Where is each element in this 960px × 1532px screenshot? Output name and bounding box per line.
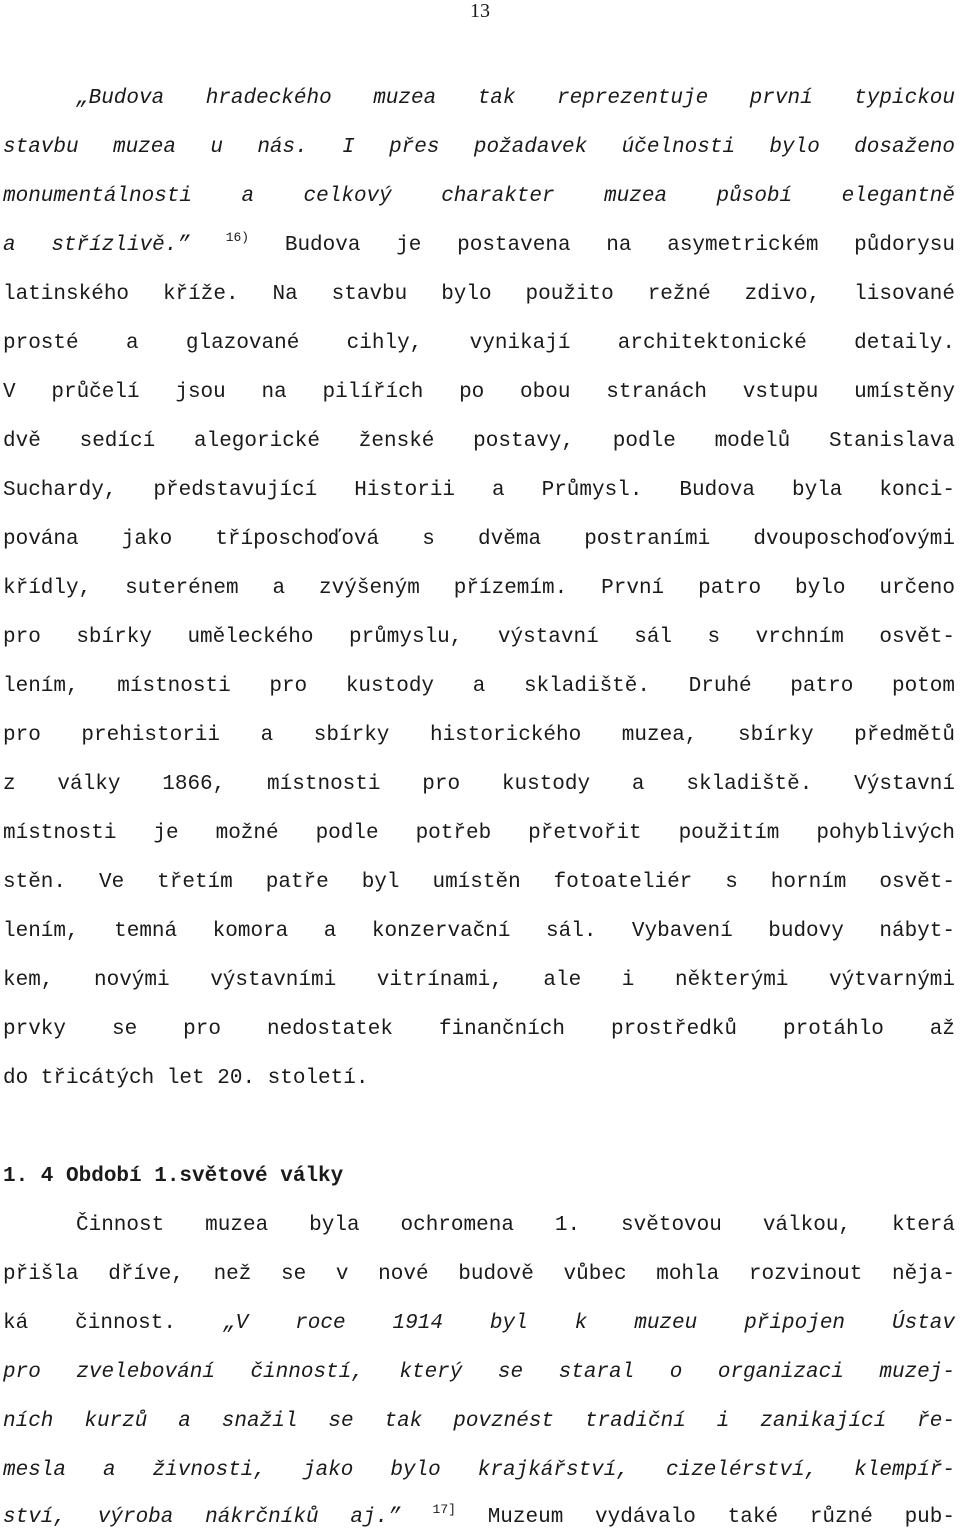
quote-start: „V roce 1914 byl k muzeu připojen Ústav [222, 1312, 956, 1335]
text-line [3, 230, 955, 259]
quote-end: a střízlivě.” [3, 234, 190, 257]
text-line [3, 1311, 955, 1337]
text-line: stěn. Ve třetím patře byl umístěn fotoateliér s horním osvět- [3, 871, 955, 894]
footnote-ref-17: 17] [432, 1502, 456, 1517]
text-line: kem, novými výstavními vitrínami, ale i některými výtvarnými [3, 969, 955, 992]
text-line: ních kurzů a snažil se tak povznést tradiční i zanikající ře- [3, 1410, 955, 1433]
footnote-ref-16: 16) [225, 230, 250, 245]
text-line: prosté a glazované cihly, vynikají architektonické detaily. [3, 332, 955, 355]
text-line: V průčelí jsou na pilířích po obou stranách vstupu umístěny [3, 381, 955, 404]
text-line [3, 1502, 955, 1531]
text-line: pro zvelebování činností, který se staral o organizaci muzej- [3, 1361, 955, 1384]
text-line: křídly, suterénem a zvýšeným přízemím. První patro bylo určeno [3, 577, 955, 600]
text-line: místnosti je možné podle potřeb přetvořit použitím pohyblivých [3, 822, 955, 845]
text-line: dvě sedící alegorické ženské postavy, podle modelů Stanislava [3, 430, 955, 453]
text-line: prvky se pro nedostatek finančních prostředků protáhlo až [3, 1018, 955, 1041]
text-line: mesla a živnosti, jako bylo krajkářství, cizelérství, klempíř- [3, 1459, 955, 1482]
text-span: Budova je postavena na asymetrickém půdorysu [284, 234, 955, 257]
text-line: lením, temná komora a konzervační sál. Vybavení budovy nábyt- [3, 920, 955, 943]
text-line: pována jako tříposchoďová s dvěma postraními dvouposchoďovými [3, 528, 955, 551]
text-line: lením, místnosti pro kustody a skladiště. Druhé patro potom [3, 675, 955, 698]
text-line: pro prehistorii a sbírky historického muzea, sbírky předmětů [3, 724, 955, 747]
text-line: pro sbírky uměleckého průmyslu, výstavní sál s vrchním osvět- [3, 626, 955, 649]
page-number: 13 [470, 0, 490, 22]
text-line: monumentálnosti a celkový charakter muzea působí elegantně [3, 185, 955, 208]
text-span: ká činnost. [3, 1312, 176, 1335]
section-heading: 1. 4 Období 1.světové války [3, 1165, 344, 1188]
text-line: přišla dříve, než se v nové budově vůbec mohla rozvinout něja- [3, 1263, 955, 1286]
text-line: z války 1866, místnosti pro kustody a skladiště. Výstavní [3, 773, 955, 796]
text-line: do třicátých let 20. století. [3, 1067, 369, 1090]
quote-end: ství, výroba nákrčníků aj.” [3, 1506, 401, 1529]
text-line: Činnost muzea byla ochromena 1. světovou válkou, která [76, 1214, 955, 1237]
text-line: stavbu muzea u nás. I přes požadavek účelnosti bylo dosaženo [3, 136, 955, 159]
text-line: Suchardy, představující Historii a Průmysl. Budova byla konci- [3, 479, 955, 502]
text-span: Muzeum vydávalo také různé pub- [487, 1506, 955, 1529]
text-line: „Budova hradeckého muzea tak reprezentuje první typickou [76, 87, 955, 110]
text-line: latinského kříže. Na stavbu bylo použito režné zdivo, lisované [3, 283, 955, 306]
